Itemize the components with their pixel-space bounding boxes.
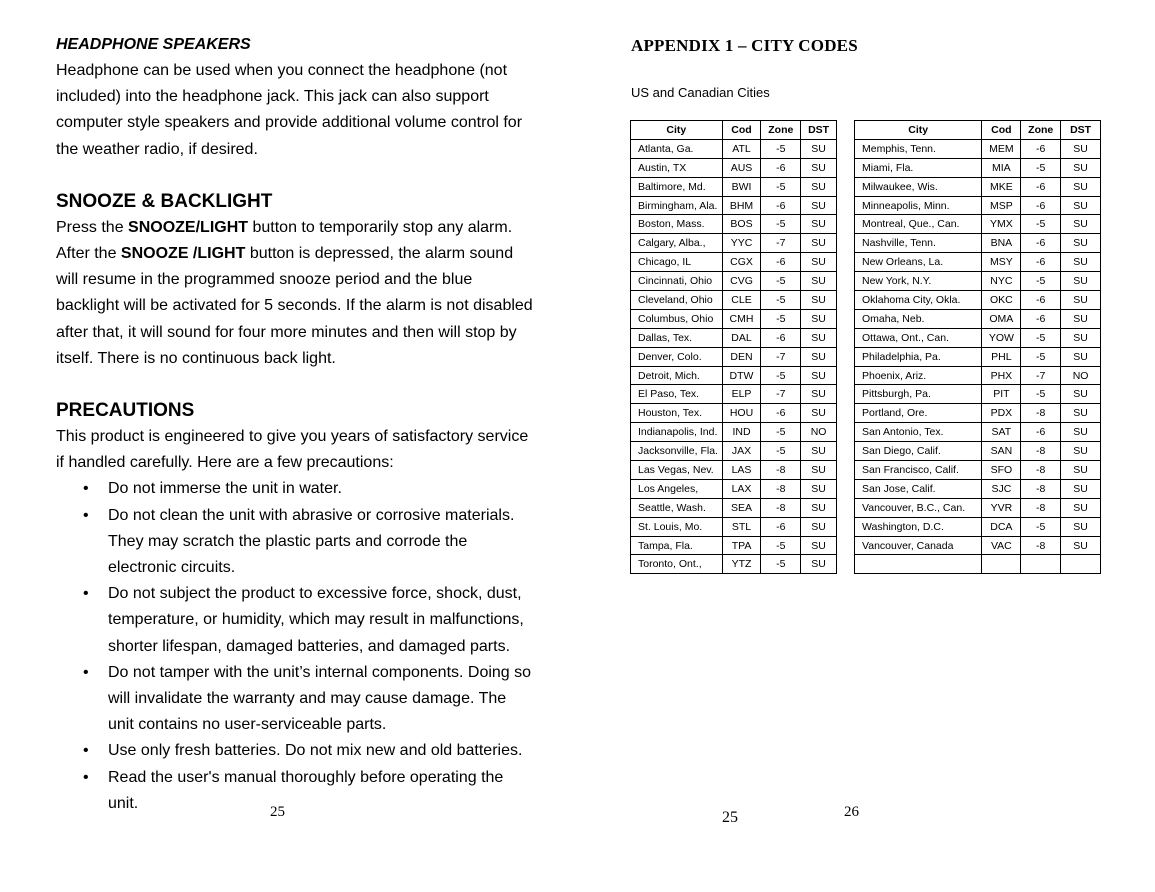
list-item-text: Use only fresh batteries. Do not mix new and old batteries. [108, 742, 523, 760]
dst-cell: SU [801, 234, 837, 253]
dst-cell: SU [801, 139, 837, 158]
column-header-zone: Zone [1021, 121, 1061, 140]
table-row [631, 404, 837, 423]
zone-cell: -5 [761, 442, 801, 461]
list-item [56, 765, 536, 817]
city-cell: Vancouver, Canada [855, 536, 982, 555]
code-cell: BHM [722, 196, 761, 215]
zone-cell [1021, 555, 1061, 574]
city-cell: Nashville, Tenn. [855, 234, 982, 253]
city-cell: Los Angeles, [631, 479, 723, 498]
city-cell: Atlanta, Ga. [631, 139, 723, 158]
zone-cell: -5 [1021, 385, 1061, 404]
city-cell: Cincinnati, Ohio [631, 272, 723, 291]
list-item [56, 503, 536, 582]
dst-cell: SU [801, 442, 837, 461]
code-cell: YMX [982, 215, 1021, 234]
dst-cell: SU [1061, 177, 1101, 196]
code-cell: DCA [982, 517, 1021, 536]
bullet-icon: • [83, 480, 89, 498]
city-cell: Omaha, Neb. [855, 309, 982, 328]
dst-cell: SU [1061, 461, 1101, 480]
zone-cell: -6 [1021, 196, 1061, 215]
city-cell: Houston, Tex. [631, 404, 723, 423]
table-row [631, 177, 837, 196]
dst-cell: SU [801, 158, 837, 177]
dst-cell [1061, 555, 1101, 574]
dst-cell: SU [801, 196, 837, 215]
table-row [855, 423, 1101, 442]
city-cell: Indianapolis, Ind. [631, 423, 723, 442]
dst-cell: SU [1061, 347, 1101, 366]
code-cell: PHX [982, 366, 1021, 385]
table-row [631, 423, 837, 442]
snooze-light-button-name: SNOOZE /LIGHT [120, 245, 246, 263]
city-cell: San Antonio, Tex. [855, 423, 982, 442]
table-row [855, 177, 1101, 196]
code-cell: CLE [722, 291, 761, 310]
code-cell: JAX [722, 442, 761, 461]
zone-cell: -6 [761, 253, 801, 272]
table-row [855, 347, 1101, 366]
dst-cell: SU [1061, 517, 1101, 536]
code-cell: PIT [982, 385, 1021, 404]
code-cell: MEM [982, 139, 1021, 158]
table-row [855, 158, 1101, 177]
dst-cell: SU [1061, 291, 1101, 310]
city-cell: New York, N.Y. [855, 272, 982, 291]
zone-cell: -6 [1021, 423, 1061, 442]
dst-cell: NO [801, 423, 837, 442]
city-cell: Cleveland, Ohio [631, 291, 723, 310]
city-cell: Austin, TX [631, 158, 723, 177]
code-cell: MKE [982, 177, 1021, 196]
zone-cell: -5 [761, 272, 801, 291]
table-row [631, 555, 837, 574]
bullet-icon: • [83, 742, 89, 760]
dst-cell: SU [1061, 442, 1101, 461]
list-item [56, 476, 536, 502]
city-cell: Philadelphia, Pa. [855, 347, 982, 366]
zone-cell: -5 [1021, 215, 1061, 234]
page-title: APPENDIX 1 – CITY CODES [631, 36, 858, 55]
column-header-city: City [631, 121, 723, 140]
city-cell: Chicago, IL [631, 253, 723, 272]
city-cell: San Jose, Calif. [855, 479, 982, 498]
page-number-left: 25 [270, 804, 285, 820]
code-cell: TPA [722, 536, 761, 555]
column-header-city: City [855, 121, 982, 140]
dst-cell: SU [801, 347, 837, 366]
table-row [855, 498, 1101, 517]
dst-cell: SU [801, 461, 837, 480]
table-row [631, 536, 837, 555]
city-cell: Detroit, Mich. [631, 366, 723, 385]
table-header-row [855, 121, 1101, 140]
table-row [631, 517, 837, 536]
city-cell: Denver, Colo. [631, 347, 723, 366]
dst-cell: SU [801, 555, 837, 574]
code-cell: SFO [982, 461, 1021, 480]
zone-cell: -5 [1021, 517, 1061, 536]
table-row [631, 291, 837, 310]
city-cell: Milwaukee, Wis. [855, 177, 982, 196]
dst-cell: SU [801, 404, 837, 423]
column-header-dst: DST [1061, 121, 1101, 140]
dst-cell: SU [1061, 536, 1101, 555]
city-cell: New Orleans, La. [855, 253, 982, 272]
zone-cell: -5 [1021, 272, 1061, 291]
table-row [631, 309, 837, 328]
code-cell: BOS [722, 215, 761, 234]
bullet-icon: • [83, 663, 89, 681]
bullet-icon: • [83, 585, 89, 603]
code-cell: OKC [982, 291, 1021, 310]
code-cell: LAS [722, 461, 761, 480]
dst-cell: SU [1061, 253, 1101, 272]
table-row [855, 253, 1101, 272]
page-number-center: 25 [722, 809, 738, 826]
code-cell: YOW [982, 328, 1021, 347]
dst-cell: SU [801, 366, 837, 385]
code-cell: SAN [982, 442, 1021, 461]
city-cell: Boston, Mass. [631, 215, 723, 234]
table-row [855, 139, 1101, 158]
table-row [855, 328, 1101, 347]
table-row [631, 498, 837, 517]
headphone-text: Headphone can be used when you connect the headphone (not included) into the headphone jack. This jack can also support computer style speakers and provide additional volume control for the weather radio, if desired. [56, 62, 523, 158]
zone-cell: -5 [761, 309, 801, 328]
city-cell: Memphis, Tenn. [855, 139, 982, 158]
zone-cell: -6 [761, 517, 801, 536]
table-row [631, 442, 837, 461]
list-item [56, 660, 536, 739]
code-cell: MIA [982, 158, 1021, 177]
code-cell: BWI [722, 177, 761, 196]
table-row [855, 291, 1101, 310]
city-cell: Jacksonville, Fla. [631, 442, 723, 461]
table-row [855, 234, 1101, 253]
zone-cell: -8 [1021, 536, 1061, 555]
dst-cell: NO [1061, 366, 1101, 385]
dst-cell: SU [1061, 272, 1101, 291]
code-cell: PDX [982, 404, 1021, 423]
dst-cell: SU [1061, 234, 1101, 253]
list-item-text: Do not immerse the unit in water. [108, 480, 342, 498]
dst-cell: SU [801, 177, 837, 196]
code-cell: SEA [722, 498, 761, 517]
city-cell: Las Vegas, Nev. [631, 461, 723, 480]
code-cell: CMH [722, 309, 761, 328]
code-cell: YVR [982, 498, 1021, 517]
code-cell: DAL [722, 328, 761, 347]
zone-cell: -7 [1021, 366, 1061, 385]
table-row [631, 234, 837, 253]
dst-cell: SU [801, 215, 837, 234]
headphone-heading: HEADPHONE SPEAKERS [56, 36, 251, 53]
code-cell: YYC [722, 234, 761, 253]
left-page [56, 32, 536, 817]
zone-cell: -6 [1021, 253, 1061, 272]
table-row [631, 461, 837, 480]
table-row [855, 385, 1101, 404]
code-cell: ATL [722, 139, 761, 158]
city-cell: Birmingham, Ala. [631, 196, 723, 215]
zone-cell: -8 [1021, 461, 1061, 480]
code-cell [982, 555, 1021, 574]
table-row [631, 272, 837, 291]
table-row [855, 366, 1101, 385]
table-row [631, 196, 837, 215]
table-row [631, 139, 837, 158]
zone-cell: -8 [1021, 404, 1061, 423]
table-row [855, 404, 1101, 423]
city-cell: Phoenix, Ariz. [855, 366, 982, 385]
code-cell: MSY [982, 253, 1021, 272]
city-cell: Calgary, Alba., [631, 234, 723, 253]
zone-cell: -6 [1021, 139, 1061, 158]
table-row [631, 366, 837, 385]
code-cell: DEN [722, 347, 761, 366]
list-item [56, 581, 536, 660]
table-row [631, 347, 837, 366]
city-cell [855, 555, 982, 574]
zone-cell: -8 [761, 498, 801, 517]
snooze-text-part: Press the [56, 218, 129, 236]
city-cell: Baltimore, Md. [631, 177, 723, 196]
city-cell: Minneapolis, Minn. [855, 196, 982, 215]
dst-cell: SU [1061, 404, 1101, 423]
dst-cell: SU [1061, 196, 1101, 215]
precautions-heading: PRECAUTIONS [56, 400, 195, 422]
zone-cell: -7 [761, 234, 801, 253]
column-header-code: Cod [722, 121, 761, 140]
code-cell: LAX [722, 479, 761, 498]
table-row [855, 479, 1101, 498]
zone-cell: -6 [1021, 309, 1061, 328]
table-row [855, 536, 1101, 555]
city-codes-table-left [630, 120, 837, 574]
city-cell: Montreal, Que., Can. [855, 215, 982, 234]
dst-cell: SU [1061, 158, 1101, 177]
dst-cell: SU [801, 479, 837, 498]
dst-cell: SU [801, 291, 837, 310]
dst-cell: SU [801, 536, 837, 555]
page-number-right: 26 [844, 804, 859, 820]
list-item-text: Read the user's manual thoroughly before operating the unit. [108, 768, 504, 812]
code-cell: SJC [982, 479, 1021, 498]
table-subtitle: US and Canadian Cities [631, 85, 770, 100]
city-cell: Columbus, Ohio [631, 309, 723, 328]
table-row [631, 215, 837, 234]
table-header-row [631, 121, 837, 140]
table-row [631, 158, 837, 177]
city-cell: St. Louis, Mo. [631, 517, 723, 536]
city-cell: Dallas, Tex. [631, 328, 723, 347]
zone-cell: -5 [1021, 328, 1061, 347]
city-cell: Toronto, Ont., [631, 555, 723, 574]
zone-cell: -8 [1021, 442, 1061, 461]
zone-cell: -6 [761, 404, 801, 423]
code-cell: PHL [982, 347, 1021, 366]
snooze-text-part: button is depressed, the alarm sound will resume in the programmed snooze period and the blue backlight will be activated for 5 seconds. If the alarm is not disabled after that, it will sound for four more minutes and then will stop by itself. There is no continuous back light. [56, 245, 533, 367]
city-cell: San Francisco, Calif. [855, 461, 982, 480]
zone-cell: -6 [1021, 177, 1061, 196]
bullet-icon: • [83, 768, 89, 786]
table-row [631, 253, 837, 272]
dst-cell: SU [801, 385, 837, 404]
dst-cell: SU [1061, 498, 1101, 517]
precautions-list [56, 476, 536, 817]
dst-cell: SU [1061, 479, 1101, 498]
city-cell: El Paso, Tex. [631, 385, 723, 404]
zone-cell: -6 [761, 158, 801, 177]
zone-cell: -5 [761, 366, 801, 385]
code-cell: CVG [722, 272, 761, 291]
city-cell: Oklahoma City, Okla. [855, 291, 982, 310]
dst-cell: SU [1061, 139, 1101, 158]
zone-cell: -5 [761, 215, 801, 234]
city-cell: San Diego, Calif. [855, 442, 982, 461]
code-cell: VAC [982, 536, 1021, 555]
table-row [855, 196, 1101, 215]
list-item-text: Do not clean the unit with abrasive or corrosive materials. They may scratch the plastic parts and corrode the electronic circuits. [108, 506, 515, 577]
city-codes-table-right [854, 120, 1101, 574]
code-cell: NYC [982, 272, 1021, 291]
zone-cell: -5 [1021, 347, 1061, 366]
dst-cell: SU [1061, 423, 1101, 442]
zone-cell: -5 [761, 139, 801, 158]
column-header-dst: DST [801, 121, 837, 140]
zone-cell: -8 [1021, 498, 1061, 517]
city-cell: Seattle, Wash. [631, 498, 723, 517]
table-row [855, 442, 1101, 461]
snooze-heading: SNOOZE & BACKLIGHT [56, 190, 273, 212]
code-cell: AUS [722, 158, 761, 177]
list-item-text: Do not subject the product to excessive force, shock, dust, temperature, or humidity, which may result in malfunctions, shorter lifespan, damaged batteries, and damaged parts. [108, 585, 524, 655]
table-row [855, 215, 1101, 234]
bullet-icon: • [83, 506, 89, 524]
code-cell: YTZ [722, 555, 761, 574]
dst-cell: SU [801, 309, 837, 328]
column-header-code: Cod [982, 121, 1021, 140]
zone-cell: -5 [761, 555, 801, 574]
table-row [855, 517, 1101, 536]
dst-cell: SU [1061, 215, 1101, 234]
dst-cell: SU [801, 328, 837, 347]
list-item [56, 738, 536, 764]
zone-cell: -5 [761, 291, 801, 310]
zone-cell: -6 [1021, 291, 1061, 310]
code-cell: STL [722, 517, 761, 536]
zone-cell: -8 [1021, 479, 1061, 498]
code-cell: SAT [982, 423, 1021, 442]
dst-cell: SU [1061, 328, 1101, 347]
table-row [855, 555, 1101, 574]
list-item-text: Do not tamper with the unit’s internal components. Doing so will invalidate the warranty and may cause damage. The unit contains no user-serviceable parts. [108, 663, 532, 734]
table-row [631, 479, 837, 498]
precautions-intro: This product is engineered to give you years of satisfactory service if handled carefully. Here are a few precautions: [56, 428, 529, 472]
column-header-zone: Zone [761, 121, 801, 140]
city-cell: Vancouver, B.C., Can. [855, 498, 982, 517]
table-row [855, 461, 1101, 480]
zone-cell: -5 [761, 423, 801, 442]
code-cell: MSP [982, 196, 1021, 215]
zone-cell: -6 [761, 328, 801, 347]
zone-cell: -5 [1021, 158, 1061, 177]
code-cell: ELP [722, 385, 761, 404]
dst-cell: SU [1061, 309, 1101, 328]
city-cell: Ottawa, Ont., Can. [855, 328, 982, 347]
table-row [631, 385, 837, 404]
zone-cell: -5 [761, 536, 801, 555]
zone-cell: -6 [1021, 234, 1061, 253]
zone-cell: -8 [761, 461, 801, 480]
table-row [855, 309, 1101, 328]
city-cell: Miami, Fla. [855, 158, 982, 177]
snooze-text [56, 215, 536, 372]
zone-cell: -8 [761, 479, 801, 498]
code-cell: DTW [722, 366, 761, 385]
code-cell: IND [722, 423, 761, 442]
zone-cell: -5 [761, 177, 801, 196]
code-cell: OMA [982, 309, 1021, 328]
snooze-light-button-name: SNOOZE/LIGHT [128, 218, 249, 236]
dst-cell: SU [801, 517, 837, 536]
zone-cell: -7 [761, 385, 801, 404]
table-row [631, 328, 837, 347]
city-cell: Tampa, Fla. [631, 536, 723, 555]
code-cell: CGX [722, 253, 761, 272]
city-cell: Pittsburgh, Pa. [855, 385, 982, 404]
snooze-text-part: button to temporarily stop any alarm. After the [56, 218, 513, 263]
dst-cell: SU [801, 253, 837, 272]
city-cell: Portland, Ore. [855, 404, 982, 423]
dst-cell: SU [801, 498, 837, 517]
dst-cell: SU [1061, 385, 1101, 404]
zone-cell: -7 [761, 347, 801, 366]
table-row [855, 272, 1101, 291]
code-cell: BNA [982, 234, 1021, 253]
dst-cell: SU [801, 272, 837, 291]
city-cell: Washington, D.C. [855, 517, 982, 536]
zone-cell: -6 [761, 196, 801, 215]
code-cell: HOU [722, 404, 761, 423]
